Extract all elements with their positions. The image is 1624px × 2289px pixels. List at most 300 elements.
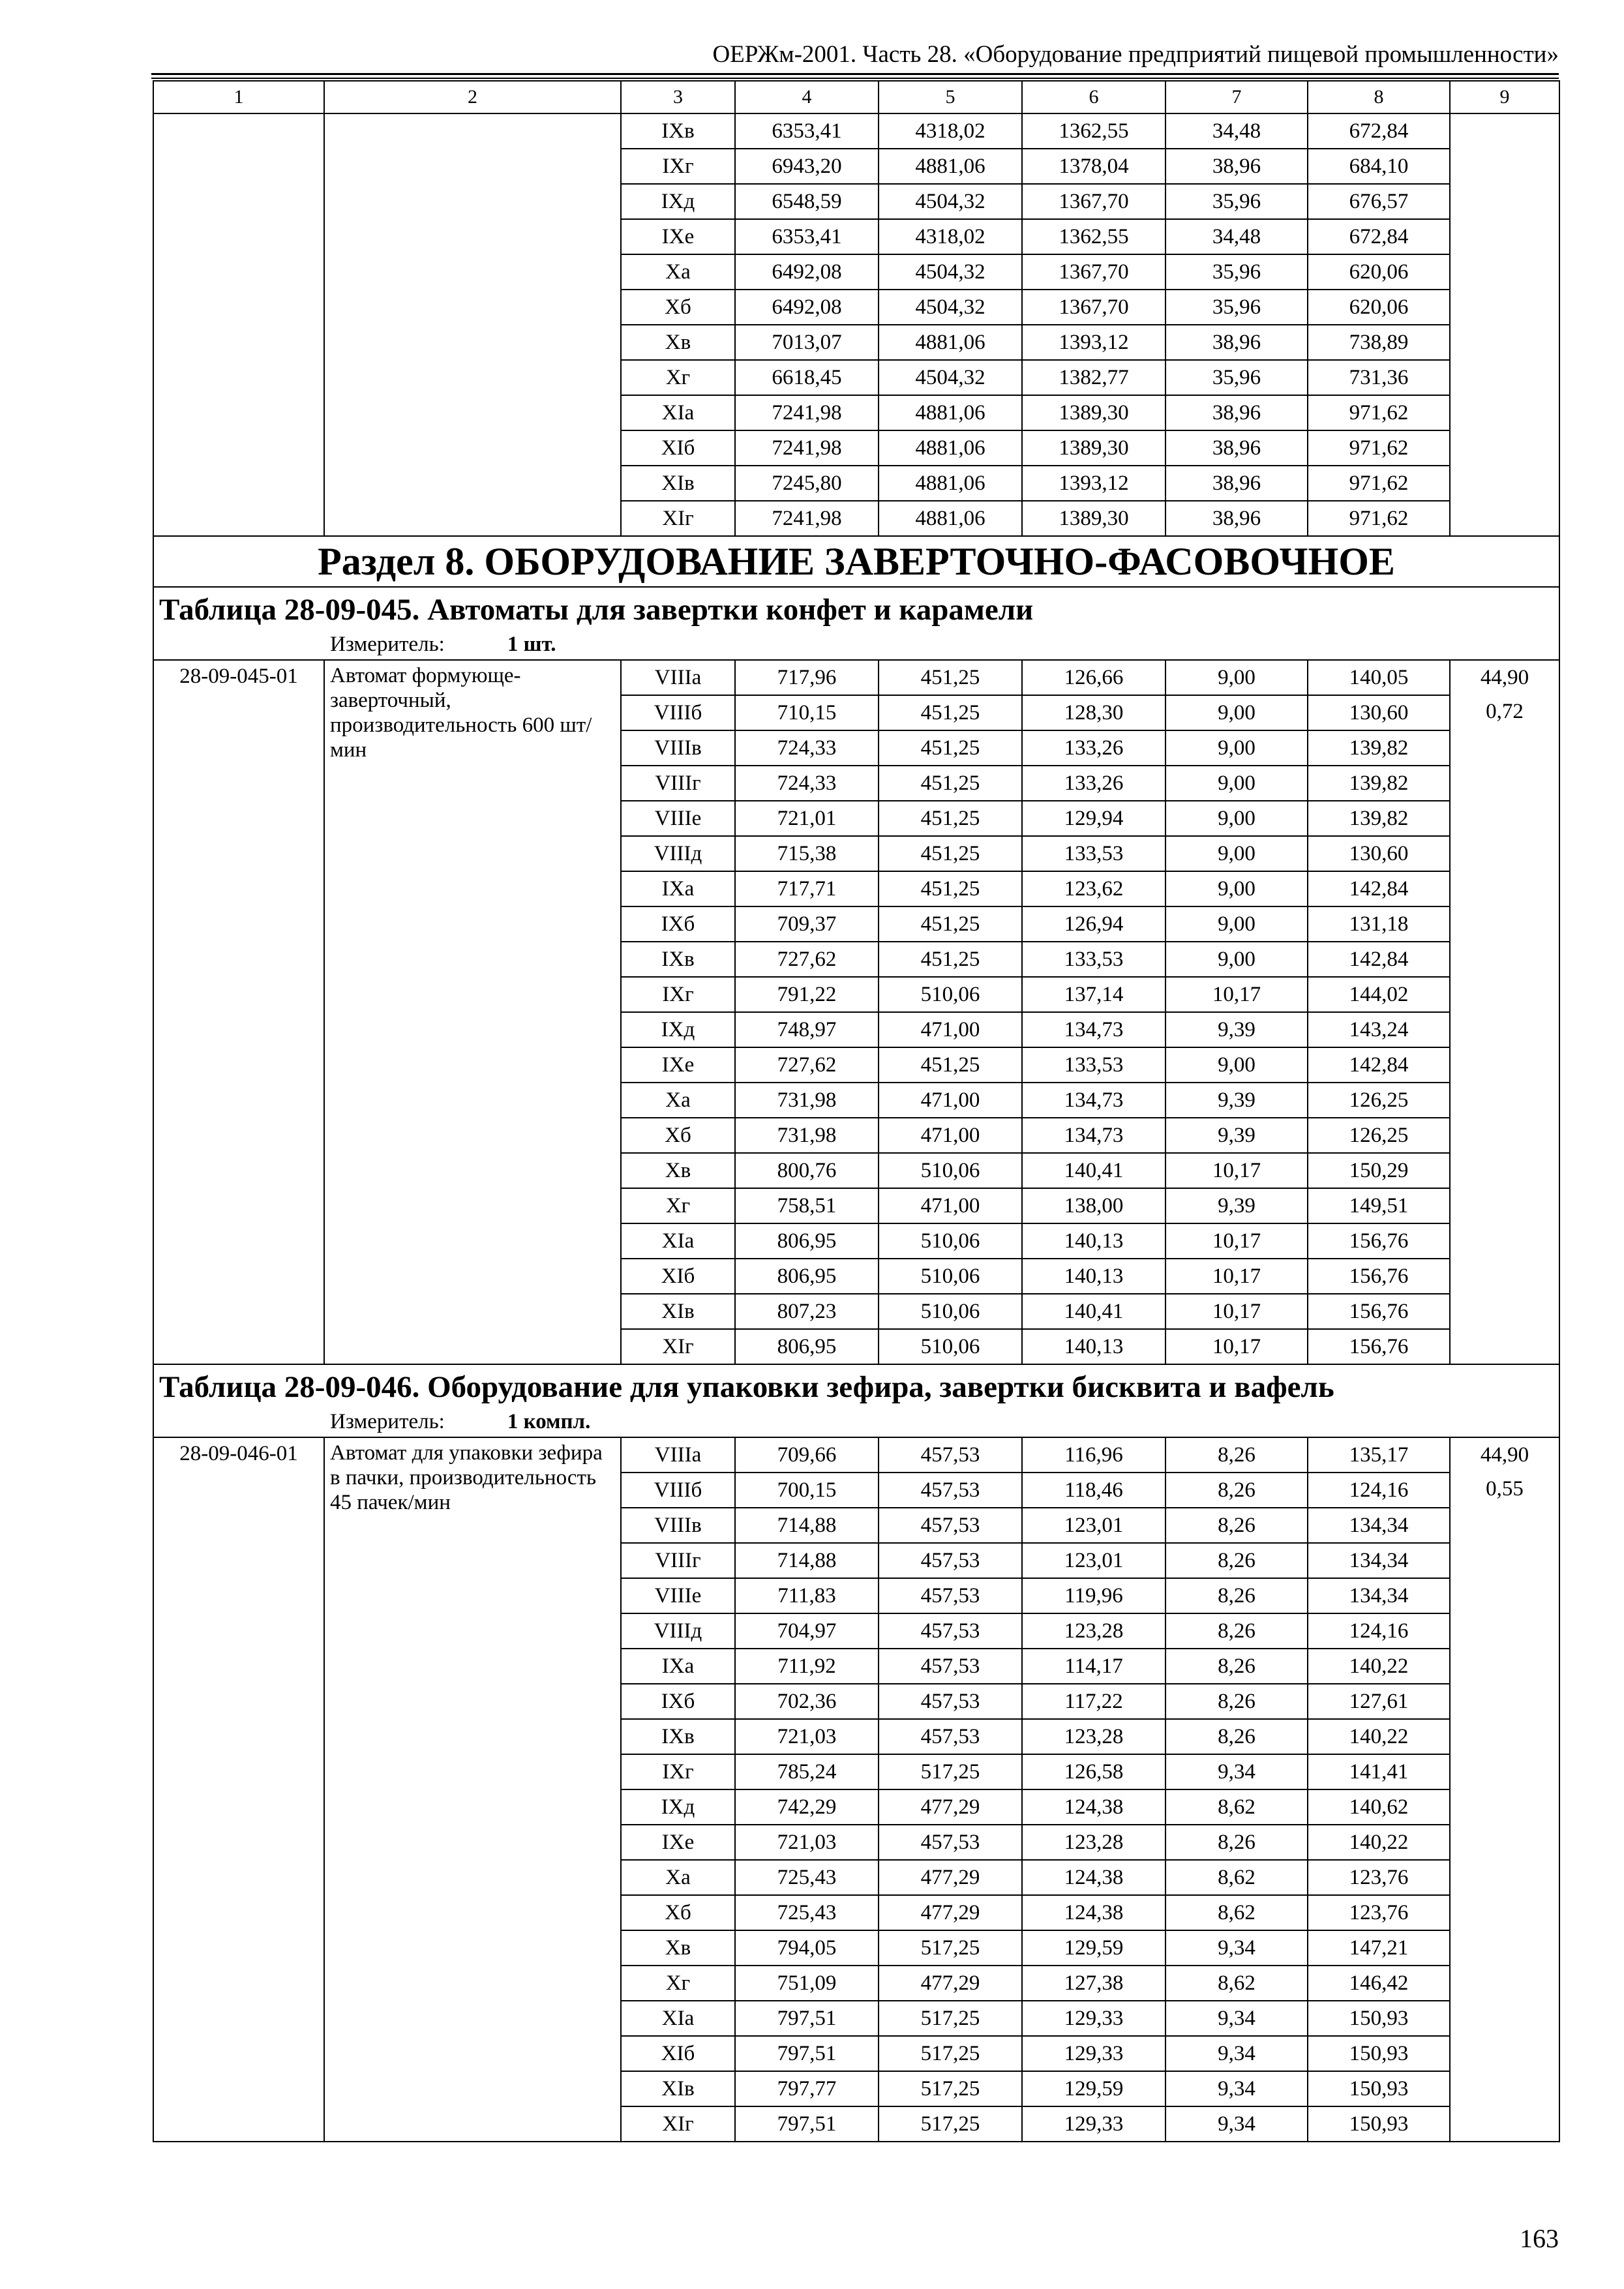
operator-wage-cell: 8,26 [1165, 1825, 1308, 1860]
machine-cost-cell: 134,73 [1022, 1118, 1165, 1153]
zone-cell: XIб [621, 430, 735, 466]
zone-cell: IXв [621, 113, 735, 149]
materials-cell: 130,60 [1308, 695, 1450, 730]
materials-cell: 684,10 [1308, 149, 1450, 184]
labor-cost-cell: 451,25 [879, 801, 1022, 836]
machine-cost-cell: 127,38 [1022, 1966, 1165, 2001]
labor-cost-cell: 517,25 [879, 1754, 1022, 1789]
materials-cell: 150,93 [1308, 2071, 1450, 2106]
operator-wage-cell: 8,26 [1165, 1719, 1308, 1754]
operator-wage-cell: 35,96 [1165, 254, 1308, 290]
total-cost-cell: 704,97 [735, 1613, 879, 1649]
machine-cost-cell: 133,26 [1022, 730, 1165, 766]
table-heading-row [153, 1364, 1559, 1437]
unit-label: Измеритель: [330, 633, 445, 656]
labor-cost-cell: 457,53 [879, 1649, 1022, 1684]
labor-cost-cell: 4881,06 [879, 430, 1022, 466]
operator-wage-cell: 35,96 [1165, 290, 1308, 325]
column-number: 9 [1450, 81, 1559, 113]
labor-cost-cell: 517,25 [879, 2001, 1022, 2036]
total-cost-cell: 721,03 [735, 1825, 879, 1860]
operator-wage-cell: 9,34 [1165, 2001, 1308, 2036]
total-cost-cell: 715,38 [735, 836, 879, 871]
zone-cell: XIг [621, 2106, 735, 2142]
machine-cost-cell: 1367,70 [1022, 254, 1165, 290]
zone-cell: Xа [621, 1083, 735, 1118]
total-cost-cell: 791,22 [735, 977, 879, 1012]
labor-cost-cell: 471,00 [879, 1118, 1022, 1153]
total-cost-cell: 800,76 [735, 1153, 879, 1188]
labor-cost-cell: 451,25 [879, 730, 1022, 766]
machine-cost-cell: 126,66 [1022, 660, 1165, 695]
extra-value: 44,90 [1480, 1443, 1529, 1467]
materials-cell: 738,89 [1308, 325, 1450, 360]
table-row [153, 1437, 1559, 1473]
total-cost-cell: 700,15 [735, 1473, 879, 1508]
materials-cell: 141,41 [1308, 1754, 1450, 1789]
column-number: 8 [1308, 81, 1450, 113]
code-cell: 28-09-046-01 [153, 1437, 324, 2142]
zone-cell: IXг [621, 977, 735, 1012]
total-cost-cell: 7241,98 [735, 395, 879, 430]
operator-wage-cell: 9,00 [1165, 1047, 1308, 1083]
machine-cost-cell: 119,96 [1022, 1578, 1165, 1613]
machine-cost-cell: 123,01 [1022, 1543, 1165, 1578]
materials-cell: 146,42 [1308, 1966, 1450, 2001]
materials-cell: 124,16 [1308, 1613, 1450, 1649]
section-title: Раздел 8. ОБОРУДОВАНИЕ ЗАВЕРТОЧНО-ФАСОВОЧНОЕ [153, 536, 1559, 587]
total-cost-cell: 7013,07 [735, 325, 879, 360]
labor-cost-cell: 457,53 [879, 1719, 1022, 1754]
zone-cell: Xг [621, 360, 735, 395]
labor-cost-cell: 4504,32 [879, 184, 1022, 219]
machine-cost-cell: 140,13 [1022, 1223, 1165, 1259]
total-cost-cell: 794,05 [735, 1930, 879, 1966]
labor-cost-cell: 517,25 [879, 2036, 1022, 2071]
total-cost-cell: 702,36 [735, 1684, 879, 1719]
labor-cost-cell: 477,29 [879, 1789, 1022, 1825]
operator-wage-cell: 38,96 [1165, 501, 1308, 536]
zone-cell: IXв [621, 942, 735, 977]
machine-cost-cell: 1367,70 [1022, 184, 1165, 219]
machine-cost-cell: 1389,30 [1022, 430, 1165, 466]
materials-cell: 150,93 [1308, 2106, 1450, 2142]
labor-cost-cell: 4318,02 [879, 219, 1022, 254]
unit-value: 1 шт. [507, 633, 556, 656]
machine-cost-cell: 124,38 [1022, 1895, 1165, 1930]
operator-wage-cell: 9,34 [1165, 2036, 1308, 2071]
labor-cost-cell: 4318,02 [879, 113, 1022, 149]
labor-cost-cell: 517,25 [879, 1930, 1022, 1966]
materials-cell: 150,29 [1308, 1153, 1450, 1188]
total-cost-cell: 797,51 [735, 2036, 879, 2071]
machine-cost-cell: 1393,12 [1022, 325, 1165, 360]
operator-wage-cell: 10,17 [1165, 1259, 1308, 1294]
total-cost-cell: 725,43 [735, 1895, 879, 1930]
materials-cell: 140,62 [1308, 1789, 1450, 1825]
machine-cost-cell: 1389,30 [1022, 501, 1165, 536]
total-cost-cell: 797,77 [735, 2071, 879, 2106]
machine-cost-cell: 129,59 [1022, 2071, 1165, 2106]
operator-wage-cell: 9,00 [1165, 660, 1308, 695]
labor-cost-cell: 4504,32 [879, 290, 1022, 325]
materials-cell: 124,16 [1308, 1473, 1450, 1508]
zone-cell: IXб [621, 906, 735, 942]
machine-cost-cell: 1362,55 [1022, 219, 1165, 254]
materials-cell: 156,76 [1308, 1259, 1450, 1294]
zone-cell: VIIIе [621, 801, 735, 836]
operator-wage-cell: 10,17 [1165, 1329, 1308, 1364]
materials-cell: 672,84 [1308, 113, 1450, 149]
operator-wage-cell: 8,26 [1165, 1508, 1308, 1543]
machine-cost-cell: 140,41 [1022, 1153, 1165, 1188]
labor-cost-cell: 451,25 [879, 660, 1022, 695]
materials-cell: 123,76 [1308, 1860, 1450, 1895]
operator-wage-cell: 38,96 [1165, 430, 1308, 466]
labor-cost-cell: 517,25 [879, 2071, 1022, 2106]
machine-cost-cell: 133,26 [1022, 766, 1165, 801]
machine-cost-cell: 133,53 [1022, 1047, 1165, 1083]
labor-cost-cell: 457,53 [879, 1508, 1022, 1543]
materials-cell: 134,34 [1308, 1543, 1450, 1578]
zone-cell: VIIIг [621, 1543, 735, 1578]
zone-cell: VIIIе [621, 1578, 735, 1613]
materials-cell: 620,06 [1308, 290, 1450, 325]
total-cost-cell: 806,95 [735, 1259, 879, 1294]
zone-cell: Xб [621, 290, 735, 325]
total-cost-cell: 742,29 [735, 1789, 879, 1825]
unit-value: 1 компл. [507, 1410, 591, 1433]
column-number: 5 [879, 81, 1022, 113]
machine-cost-cell: 126,58 [1022, 1754, 1165, 1789]
materials-cell: 676,57 [1308, 184, 1450, 219]
materials-cell: 131,18 [1308, 906, 1450, 942]
labor-cost-cell: 451,25 [879, 836, 1022, 871]
materials-cell: 126,25 [1308, 1118, 1450, 1153]
operator-wage-cell: 8,26 [1165, 1473, 1308, 1508]
total-cost-cell: 731,98 [735, 1118, 879, 1153]
machine-cost-cell: 123,62 [1022, 871, 1165, 906]
zone-cell: IXд [621, 1789, 735, 1825]
labor-cost-cell: 451,25 [879, 766, 1022, 801]
machine-cost-cell: 129,59 [1022, 1930, 1165, 1966]
header-rule-thin [151, 78, 1559, 79]
zone-cell: XIб [621, 1259, 735, 1294]
machine-cost-cell: 137,14 [1022, 977, 1165, 1012]
zone-cell: VIIIв [621, 730, 735, 766]
operator-wage-cell: 9,00 [1165, 766, 1308, 801]
operator-wage-cell: 8,62 [1165, 1895, 1308, 1930]
operator-wage-cell: 9,34 [1165, 2071, 1308, 2106]
labor-cost-cell: 457,53 [879, 1825, 1022, 1860]
zone-cell: IXе [621, 1047, 735, 1083]
labor-cost-cell: 4881,06 [879, 149, 1022, 184]
extra-cell-empty [1450, 113, 1559, 536]
table-row [153, 660, 1559, 695]
materials-cell: 150,93 [1308, 2001, 1450, 2036]
zone-cell: IXе [621, 1825, 735, 1860]
total-cost-cell: 731,98 [735, 1083, 879, 1118]
operator-wage-cell: 10,17 [1165, 1153, 1308, 1188]
zone-cell: XIв [621, 466, 735, 501]
zone-cell: IXг [621, 149, 735, 184]
labor-cost-cell: 4881,06 [879, 325, 1022, 360]
materials-cell: 134,34 [1308, 1508, 1450, 1543]
total-cost-cell: 714,88 [735, 1508, 879, 1543]
materials-cell: 147,21 [1308, 1930, 1450, 1966]
labor-cost-cell: 510,06 [879, 1259, 1022, 1294]
table-row [153, 113, 1559, 149]
machine-cost-cell: 128,30 [1022, 695, 1165, 730]
materials-cell: 971,62 [1308, 466, 1450, 501]
table-heading-row [153, 587, 1559, 660]
total-cost-cell: 709,37 [735, 906, 879, 942]
zone-cell: VIIIд [621, 1613, 735, 1649]
materials-cell: 134,34 [1308, 1578, 1450, 1613]
zone-cell: IXд [621, 184, 735, 219]
table-heading-cell [153, 587, 1559, 660]
operator-wage-cell: 9,34 [1165, 1754, 1308, 1789]
labor-cost-cell: 477,29 [879, 1895, 1022, 1930]
labor-cost-cell: 451,25 [879, 942, 1022, 977]
materials-cell: 156,76 [1308, 1329, 1450, 1364]
operator-wage-cell: 35,96 [1165, 360, 1308, 395]
machine-cost-cell: 134,73 [1022, 1083, 1165, 1118]
operator-wage-cell: 9,00 [1165, 695, 1308, 730]
description-cell: Автомат для упаковки зефира в пачки, производительность 45 пачек/мин [324, 1437, 621, 2142]
price-table [153, 80, 1560, 2142]
zone-cell: VIIIб [621, 695, 735, 730]
machine-cost-cell: 1367,70 [1022, 290, 1165, 325]
zone-cell: XIв [621, 2071, 735, 2106]
materials-cell: 672,84 [1308, 219, 1450, 254]
extra-cell [1450, 660, 1559, 1364]
zone-cell: Xа [621, 254, 735, 290]
machine-cost-cell: 118,46 [1022, 1473, 1165, 1508]
zone-cell: IXе [621, 219, 735, 254]
total-cost-cell: 725,43 [735, 1860, 879, 1895]
zone-cell: Xг [621, 1966, 735, 2001]
labor-cost-cell: 451,25 [879, 906, 1022, 942]
materials-cell: 150,93 [1308, 2036, 1450, 2071]
labor-cost-cell: 457,53 [879, 1613, 1022, 1649]
zone-cell: XIб [621, 2036, 735, 2071]
column-number-row [153, 81, 1559, 113]
operator-wage-cell: 10,17 [1165, 1223, 1308, 1259]
machine-cost-cell: 140,41 [1022, 1294, 1165, 1329]
machine-cost-cell: 124,38 [1022, 1789, 1165, 1825]
machine-cost-cell: 116,96 [1022, 1437, 1165, 1473]
machine-cost-cell: 123,28 [1022, 1719, 1165, 1754]
zone-cell: XIа [621, 2001, 735, 2036]
operator-wage-cell: 8,26 [1165, 1437, 1308, 1473]
operator-wage-cell: 38,96 [1165, 466, 1308, 501]
machine-cost-cell: 114,17 [1022, 1649, 1165, 1684]
labor-cost-cell: 471,00 [879, 1083, 1022, 1118]
materials-cell: 130,60 [1308, 836, 1450, 871]
labor-cost-cell: 457,53 [879, 1578, 1022, 1613]
zone-cell: IXд [621, 1012, 735, 1047]
machine-cost-cell: 134,73 [1022, 1012, 1165, 1047]
labor-cost-cell: 451,25 [879, 871, 1022, 906]
materials-cell: 971,62 [1308, 501, 1450, 536]
labor-cost-cell: 510,06 [879, 1223, 1022, 1259]
total-cost-cell: 724,33 [735, 766, 879, 801]
machine-cost-cell: 1393,12 [1022, 466, 1165, 501]
table-heading-cell [153, 1364, 1559, 1437]
operator-wage-cell: 9,00 [1165, 801, 1308, 836]
labor-cost-cell: 451,25 [879, 1047, 1022, 1083]
operator-wage-cell: 9,00 [1165, 906, 1308, 942]
materials-cell: 142,84 [1308, 871, 1450, 906]
description-cell: Автомат формующе-заверточный, производительность 600 шт/мин [324, 660, 621, 1364]
labor-cost-cell: 4504,32 [879, 360, 1022, 395]
zone-cell: IXа [621, 1649, 735, 1684]
labor-cost-cell: 457,53 [879, 1473, 1022, 1508]
zone-cell: XIв [621, 1294, 735, 1329]
machine-cost-cell: 133,53 [1022, 942, 1165, 977]
extra-cell [1450, 1437, 1559, 2142]
operator-wage-cell: 9,39 [1165, 1012, 1308, 1047]
operator-wage-cell: 9,00 [1165, 871, 1308, 906]
total-cost-cell: 7241,98 [735, 501, 879, 536]
labor-cost-cell: 4881,06 [879, 395, 1022, 430]
total-cost-cell: 807,23 [735, 1294, 879, 1329]
materials-cell: 149,51 [1308, 1188, 1450, 1223]
zone-cell: Xв [621, 1153, 735, 1188]
extra-value: 44,90 [1480, 666, 1529, 689]
code-cell: 28-09-045-01 [153, 660, 324, 1364]
materials-cell: 140,05 [1308, 660, 1450, 695]
zone-cell: IXг [621, 1754, 735, 1789]
unit-line [159, 1407, 1554, 1437]
labor-cost-cell: 451,25 [879, 695, 1022, 730]
materials-cell: 127,61 [1308, 1684, 1450, 1719]
total-cost-cell: 714,88 [735, 1543, 879, 1578]
zone-cell: VIIIд [621, 836, 735, 871]
materials-cell: 156,76 [1308, 1223, 1450, 1259]
materials-cell: 143,24 [1308, 1012, 1450, 1047]
total-cost-cell: 797,51 [735, 2106, 879, 2142]
total-cost-cell: 6943,20 [735, 149, 879, 184]
labor-cost-cell: 4881,06 [879, 466, 1022, 501]
machine-cost-cell: 123,28 [1022, 1613, 1165, 1649]
materials-cell: 971,62 [1308, 395, 1450, 430]
code-cell-empty [153, 113, 324, 536]
labor-cost-cell: 4504,32 [879, 254, 1022, 290]
zone-cell: Xв [621, 325, 735, 360]
zone-cell: XIа [621, 1223, 735, 1259]
column-number: 2 [324, 81, 621, 113]
machine-cost-cell: 140,13 [1022, 1329, 1165, 1364]
materials-cell: 139,82 [1308, 766, 1450, 801]
operator-wage-cell: 9,34 [1165, 1930, 1308, 1966]
materials-cell: 123,76 [1308, 1895, 1450, 1930]
zone-cell: XIа [621, 395, 735, 430]
machine-cost-cell: 1382,77 [1022, 360, 1165, 395]
materials-cell: 139,82 [1308, 801, 1450, 836]
operator-wage-cell: 9,39 [1165, 1118, 1308, 1153]
column-number: 4 [735, 81, 879, 113]
unit-label: Измеритель: [330, 1410, 445, 1433]
machine-cost-cell: 129,33 [1022, 2036, 1165, 2071]
labor-cost-cell: 510,06 [879, 1153, 1022, 1188]
operator-wage-cell: 8,62 [1165, 1860, 1308, 1895]
total-cost-cell: 758,51 [735, 1188, 879, 1223]
unit-line [159, 629, 1554, 659]
materials-cell: 140,22 [1308, 1649, 1450, 1684]
total-cost-cell: 6353,41 [735, 113, 879, 149]
operator-wage-cell: 8,26 [1165, 1543, 1308, 1578]
zone-cell: XIг [621, 1329, 735, 1364]
zone-cell: IXб [621, 1684, 735, 1719]
total-cost-cell: 711,92 [735, 1649, 879, 1684]
labor-cost-cell: 471,00 [879, 1012, 1022, 1047]
labor-cost-cell: 510,06 [879, 1294, 1022, 1329]
zone-cell: VIIIа [621, 660, 735, 695]
materials-cell: 135,17 [1308, 1437, 1450, 1473]
operator-wage-cell: 38,96 [1165, 395, 1308, 430]
total-cost-cell: 6353,41 [735, 219, 879, 254]
machine-cost-cell: 1362,55 [1022, 113, 1165, 149]
labor-cost-cell: 510,06 [879, 977, 1022, 1012]
total-cost-cell: 806,95 [735, 1329, 879, 1364]
machine-cost-cell: 138,00 [1022, 1188, 1165, 1223]
machine-cost-cell: 126,94 [1022, 906, 1165, 942]
materials-cell: 142,84 [1308, 1047, 1450, 1083]
zone-cell: VIIIб [621, 1473, 735, 1508]
labor-cost-cell: 510,06 [879, 1329, 1022, 1364]
machine-cost-cell: 123,01 [1022, 1508, 1165, 1543]
column-number: 3 [621, 81, 735, 113]
operator-wage-cell: 35,96 [1165, 184, 1308, 219]
operator-wage-cell: 10,17 [1165, 1294, 1308, 1329]
description-cell-empty [324, 113, 621, 536]
machine-cost-cell: 1389,30 [1022, 395, 1165, 430]
operator-wage-cell: 8,62 [1165, 1789, 1308, 1825]
total-cost-cell: 711,83 [735, 1578, 879, 1613]
operator-wage-cell: 8,26 [1165, 1649, 1308, 1684]
operator-wage-cell: 8,26 [1165, 1578, 1308, 1613]
table-title: Таблица 28-09-045. Автоматы для завертки конфет и карамели [159, 593, 1034, 627]
materials-cell: 156,76 [1308, 1294, 1450, 1329]
total-cost-cell: 717,71 [735, 871, 879, 906]
total-cost-cell: 785,24 [735, 1754, 879, 1789]
column-number: 1 [153, 81, 324, 113]
labor-cost-cell: 457,53 [879, 1684, 1022, 1719]
total-cost-cell: 7245,80 [735, 466, 879, 501]
materials-cell: 139,82 [1308, 730, 1450, 766]
machine-cost-cell: 140,13 [1022, 1259, 1165, 1294]
total-cost-cell: 710,15 [735, 695, 879, 730]
materials-cell: 731,36 [1308, 360, 1450, 395]
total-cost-cell: 748,97 [735, 1012, 879, 1047]
zone-cell: XIг [621, 501, 735, 536]
operator-wage-cell: 8,26 [1165, 1613, 1308, 1649]
page-number: 163 [1520, 2224, 1559, 2253]
operator-wage-cell: 9,00 [1165, 836, 1308, 871]
operator-wage-cell: 8,62 [1165, 1966, 1308, 2001]
total-cost-cell: 751,09 [735, 1966, 879, 2001]
total-cost-cell: 7241,98 [735, 430, 879, 466]
operator-wage-cell: 9,00 [1165, 942, 1308, 977]
machine-cost-cell: 124,38 [1022, 1860, 1165, 1895]
operator-wage-cell: 9,39 [1165, 1083, 1308, 1118]
materials-cell: 142,84 [1308, 942, 1450, 977]
total-cost-cell: 727,62 [735, 1047, 879, 1083]
labor-cost-cell: 457,53 [879, 1543, 1022, 1578]
zone-cell: VIIIв [621, 1508, 735, 1543]
